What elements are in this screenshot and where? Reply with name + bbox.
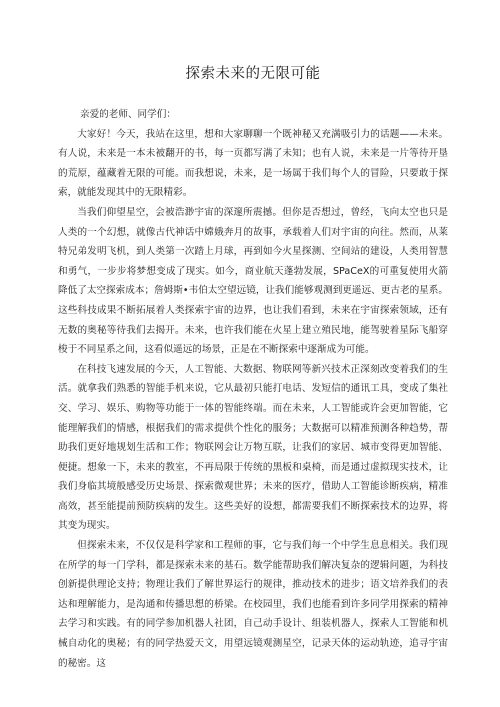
greeting: 亲爱的老师、同学们：: [80, 109, 176, 120]
paragraph-2: 当我们仰望星空，会被浩渺宇宙的深邃所震撼。但你是否想过，曾经，飞向太空也只是人类的一个幻想，就像古代神话中嫦娥奔月的故事，承载着人们对宇宙的向往。然而，从莱特兄弟发明飞机，到人类第一次踏上月球，再到如今火星探测、空间站的建设，人类用智慧和勇气，一步步将梦想变成了现实。如今，商业航天蓬勃发展，SPaCeX的可重复使用火箭降低了太空探索成本；詹姆斯•韦伯太空望远镜，让我们能够观测到更遥远、更古老的星系。这些科技成果不断拓展着人类探索宇宙的边界，也让我们看到，未来在宇宙探索领域，还有无数的奥秘等待我们去揭开。未来，也许我们能在火星上建立殖民地，能驾驶着星际飞船穿梭于不同星系之间，这看似遥远的场景，正是在不断探索中逐渐成为可能。: [58, 206, 448, 356]
document-title: 探索未来的无限可能: [185, 66, 321, 82]
paragraph-4: 但探索未来，不仅仅是科学家和工程师的事，它与我们每一个中学生息息相关。我们现在所学的每一门学科，都是探索未来的基石。数学能帮助我们解决复杂的逻辑问题，为科技创新提供理论支持；物理让我们了解世界运行的规律，推动技术的进步；语文培养我们的表达和理解能力，是沟通和传播思想的桥梁。在校园里，我们也能看到许多同学用探索的精神去学习和实践。有的同学参加机器人社团，自己动手设计、组装机器人，探索人工智能和机械自动化的奥秘；有的同学热爱天文，用望远镜观测星空，记录天体的运动轨迹，追寻宇宙的秘密。这: [58, 540, 448, 669]
paragraph-3: 在科技飞速发展的今天，人工智能、大数据、物联网等新兴技术正深刻改变着我们的生活。就拿我们熟悉的智能手机来说，它从最初只能打电话、发短信的通讯工具，变成了集社交、学习、娱乐、购物等功能于一体的智能终端。而在未来，人工智能或许会更加智能，它能理解我们的情感，根据我们的需求提供个性化的服务；大数据可以精准预测各种趋势，帮助我们更好地规划生活和工作；物联网会让万物互联，让我们的家居、城市变得更加智能、便捷。想象一下，未来的教室，不再局限于传统的黑板和桌椅，而是通过虚拟现实技术，让我们身临其境般感受历史场景、探索微观世界；未来的医疗，借助人工智能诊断疾病，精准高效，甚至能提前预防疾病的发生。这些美好的设想，都需要我们不断探索技术的边界，将其变为现实。: [58, 363, 448, 532]
paragraph-1: 大家好！今天，我站在这里，想和大家聊聊一个既神秘又充满吸引力的话题——未来。有人说，未来是一本未被翻开的书，每一页都写满了未知；也有人说，未来是一片等待开垦的荒原，蕴藏着无限的可能。而我想说，未来，是一场属于我们每个人的冒险，只要敢于探索，就能发现其中的无限精彩。: [58, 128, 448, 199]
